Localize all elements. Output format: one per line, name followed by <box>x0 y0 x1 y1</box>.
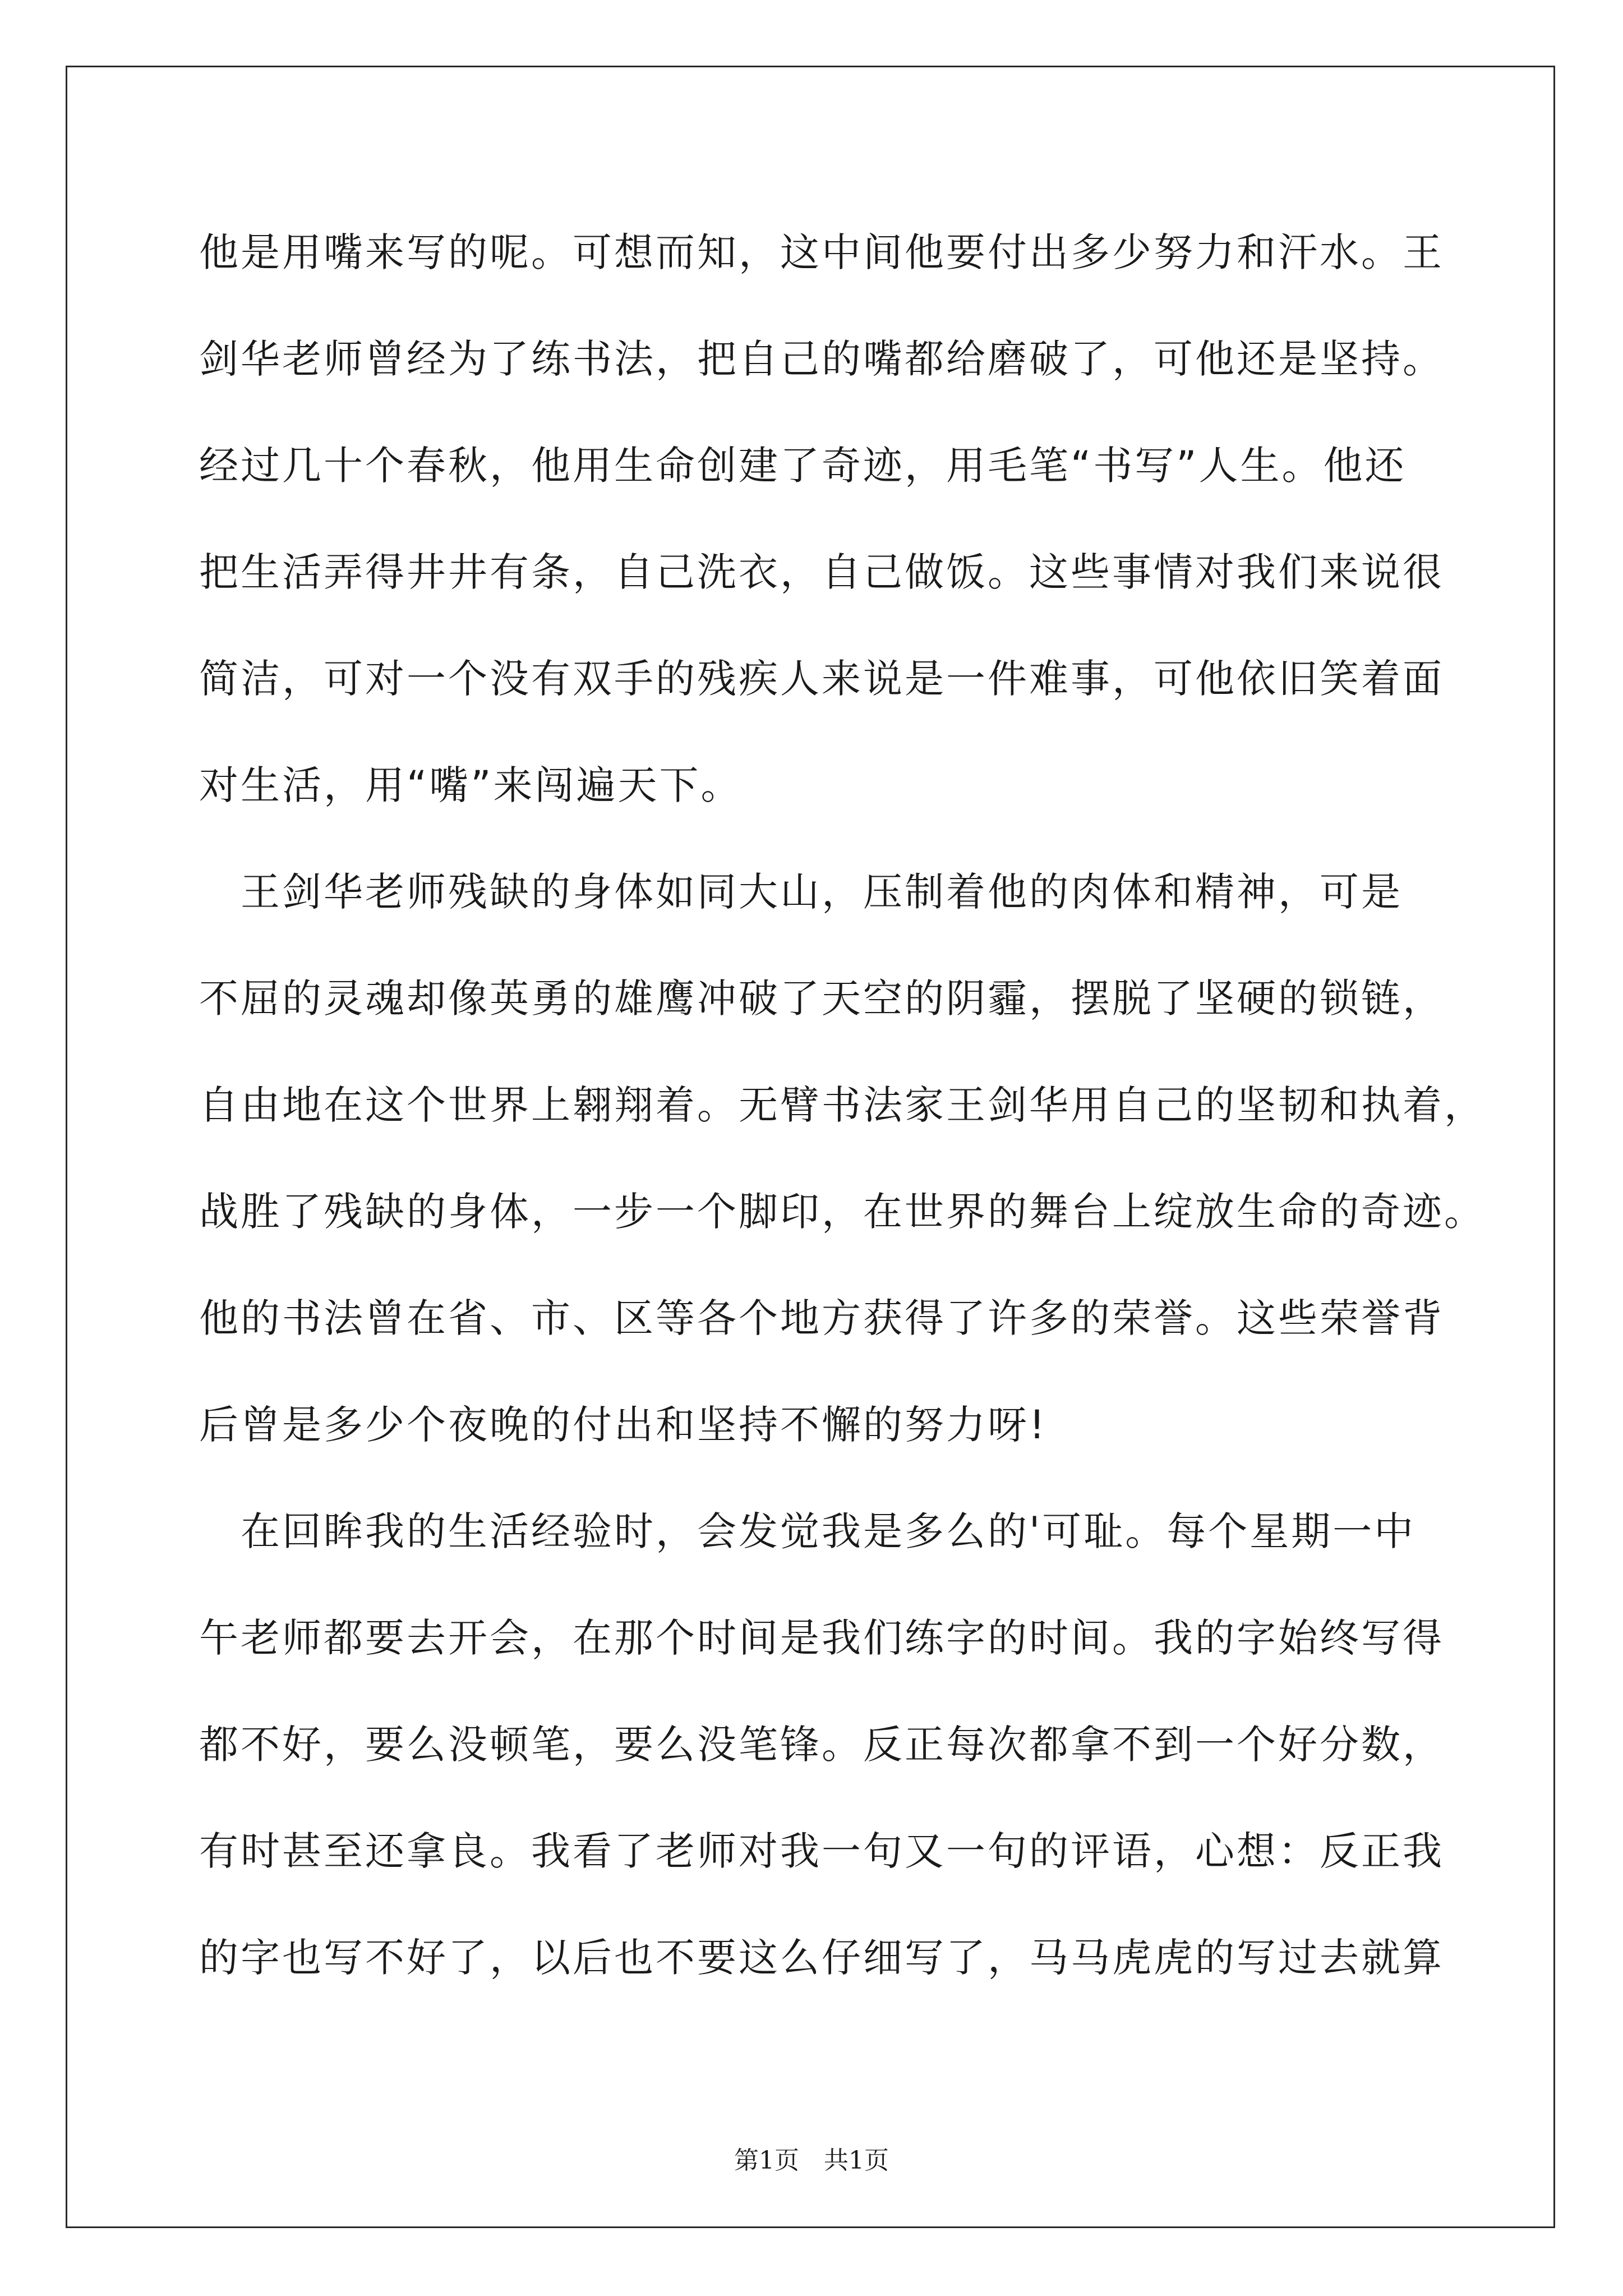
text-line: 王剑华老师残缺的身体如同大山，压制着他的肉体和精神，可是 <box>199 869 1403 915</box>
text-line: 后曾是多少个夜晚的付出和坚持不懈的努力呀! <box>199 1402 1048 1448</box>
text-line: 他是用嘴来写的呢。可想而知，这中间他要付出多少努力和汗水。王 <box>199 229 1444 275</box>
text-line: 在回眸我的生活经验时，会发觉我是多么的'可耻。每个星期一中 <box>199 1508 1416 1554</box>
text-line: 午老师都要去开会，在那个时间是我们练字的时间。我的字始终写得 <box>199 1615 1444 1661</box>
text-line: 他的书法曾在省、市、区等各个地方获得了许多的荣誉。这些荣誉背 <box>199 1295 1444 1341</box>
text-line: 把生活弄得井井有条，自己洗衣，自己做饭。这些事情对我们来说很 <box>199 549 1444 595</box>
text-line: 简洁，可对一个没有双手的残疾人来说是一件难事，可他依旧笑着面 <box>199 656 1444 702</box>
text-line: 的字也写不好了，以后也不要这么仔细写了，马马虎虎的写过去就算 <box>199 1935 1444 1981</box>
text-line: 有时甚至还拿良。我看了老师对我一句又一句的评语，心想：反正我 <box>199 1828 1444 1874</box>
page-number-footer: 第1页 共1页 <box>734 2146 889 2175</box>
text-line: 自由地在这个世界上翱翔着。无臂书法家王剑华用自己的坚韧和执着， <box>199 1082 1486 1128</box>
text-line: 经过几十个春秋，他用生命创建了奇迹，用毛笔“书写”人生。他还 <box>199 443 1407 489</box>
text-line: 不屈的灵魂却像英勇的雄鹰冲破了天空的阴霾，摆脱了坚硬的锁链， <box>199 976 1444 1022</box>
text-line: 对生活，用“嘴”来闯遍天下。 <box>199 762 743 808</box>
text-line: 剑华老师曾经为了练书法，把自己的嘴都给磨破了，可他还是坚持。 <box>199 336 1444 382</box>
text-line: 都不好，要么没顿笔，要么没笔锋。反正每次都拿不到一个好分数， <box>199 1722 1444 1768</box>
text-line: 战胜了残缺的身体，一步一个脚印，在世界的舞台上绽放生命的奇迹。 <box>199 1189 1486 1235</box>
